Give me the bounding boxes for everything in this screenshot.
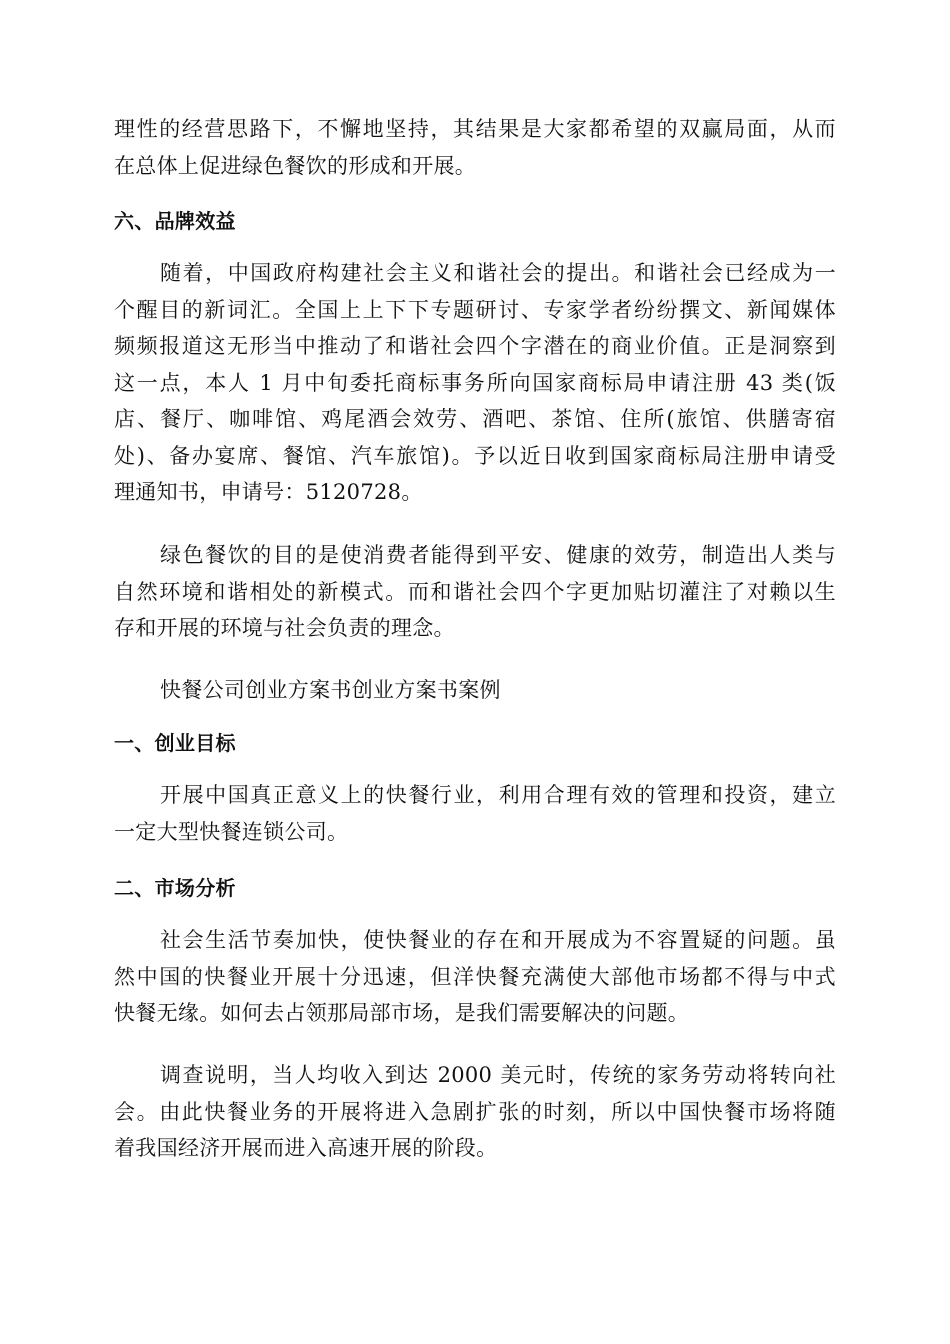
paragraph-brand-benefit [114,255,836,511]
paragraph-line: 着我国经济开展而进入高速开展的阶段。 [114,1136,498,1160]
paragraph-line: 个醒目的新词汇。全国上上下下专题研讨、专家学者纷纷撰文、新闻媒体 [114,297,836,322]
paragraph-line: 这一点，本人 1 月中旬委托商标事务所向国家商标局申请注册 43 类(饭 [114,370,836,395]
paragraph-line: 处)、备办宴席、餐馆、汽车旅馆)。予以近日收到国家商标局注册申请受 [114,443,836,468]
section-heading-brand-benefit: 六、品牌效益 [114,209,236,233]
section-heading-market-analysis: 二、市场分析 [114,876,236,900]
paragraph-green-dining [114,537,836,647]
paragraph-line: 理通知书，申请号：5120728。 [114,480,423,504]
paragraph-line: 快餐无缘。如何去占领那局部市场，是我们需要解决的问题。 [114,1001,690,1025]
paragraph-business-goal [114,777,836,850]
document-title: 快餐公司创业方案书创业方案书案例 [160,678,501,702]
paragraph-line: 会。由此快餐业务的开展将进入急剧扩张的时刻，所以中国快餐市场将随 [114,1099,836,1124]
paragraph-line: 然中国的快餐业开展十分迅速，但洋快餐充满使大部他市场都不得与中式 [114,964,836,989]
paragraph-line: 开展中国真正意义上的快餐行业，利用合理有效的管理和投资，建立 [160,783,836,807]
paragraph-line: 一定大型快餐连锁公司。 [114,819,349,844]
paragraph-line: 随着，中国政府构建社会主义和谐社会的提出。和谐社会已经成为一 [160,261,836,285]
paragraph-line: 调查说明，当人均收入到达 2000 美元时，传统的家务劳动将转向社 [160,1063,836,1087]
paragraph-market-analysis-2 [114,1057,836,1167]
paragraph-intro-continuation [114,111,836,184]
section-heading-business-goal: 一、创业目标 [114,731,236,755]
paragraph-line: 自然环境和谐相处的新模式。而和谐社会四个字更加贴切灌注了对赖以生 [114,579,836,604]
paragraph-line: 理性的经营思路下，不懈地坚持，其结果是大家都希望的双赢局面，从而 [114,117,836,141]
paragraph-line: 社会生活节奏加快，使快餐业的存在和开展成为不容置疑的问题。虽 [160,928,836,952]
paragraph-line: 存和开展的环境与社会负责的理念。 [114,616,455,640]
paragraph-line: 频频报道这无形当中推动了和谐社会四个字潜在的商业价值。正是洞察到 [114,334,836,358]
paragraph-line: 在总体上促进绿色餐饮的形成和开展。 [114,153,477,178]
paragraph-line: 店、餐厅、咖啡馆、鸡尾酒会效劳、酒吧、茶馆、住所(旅馆、供膳寄宿 [114,407,836,431]
paragraph-market-analysis-1 [114,922,836,1032]
paragraph-line: 绿色餐饮的目的是使消费者能得到平安、健康的效劳，制造出人类与 [160,543,836,567]
